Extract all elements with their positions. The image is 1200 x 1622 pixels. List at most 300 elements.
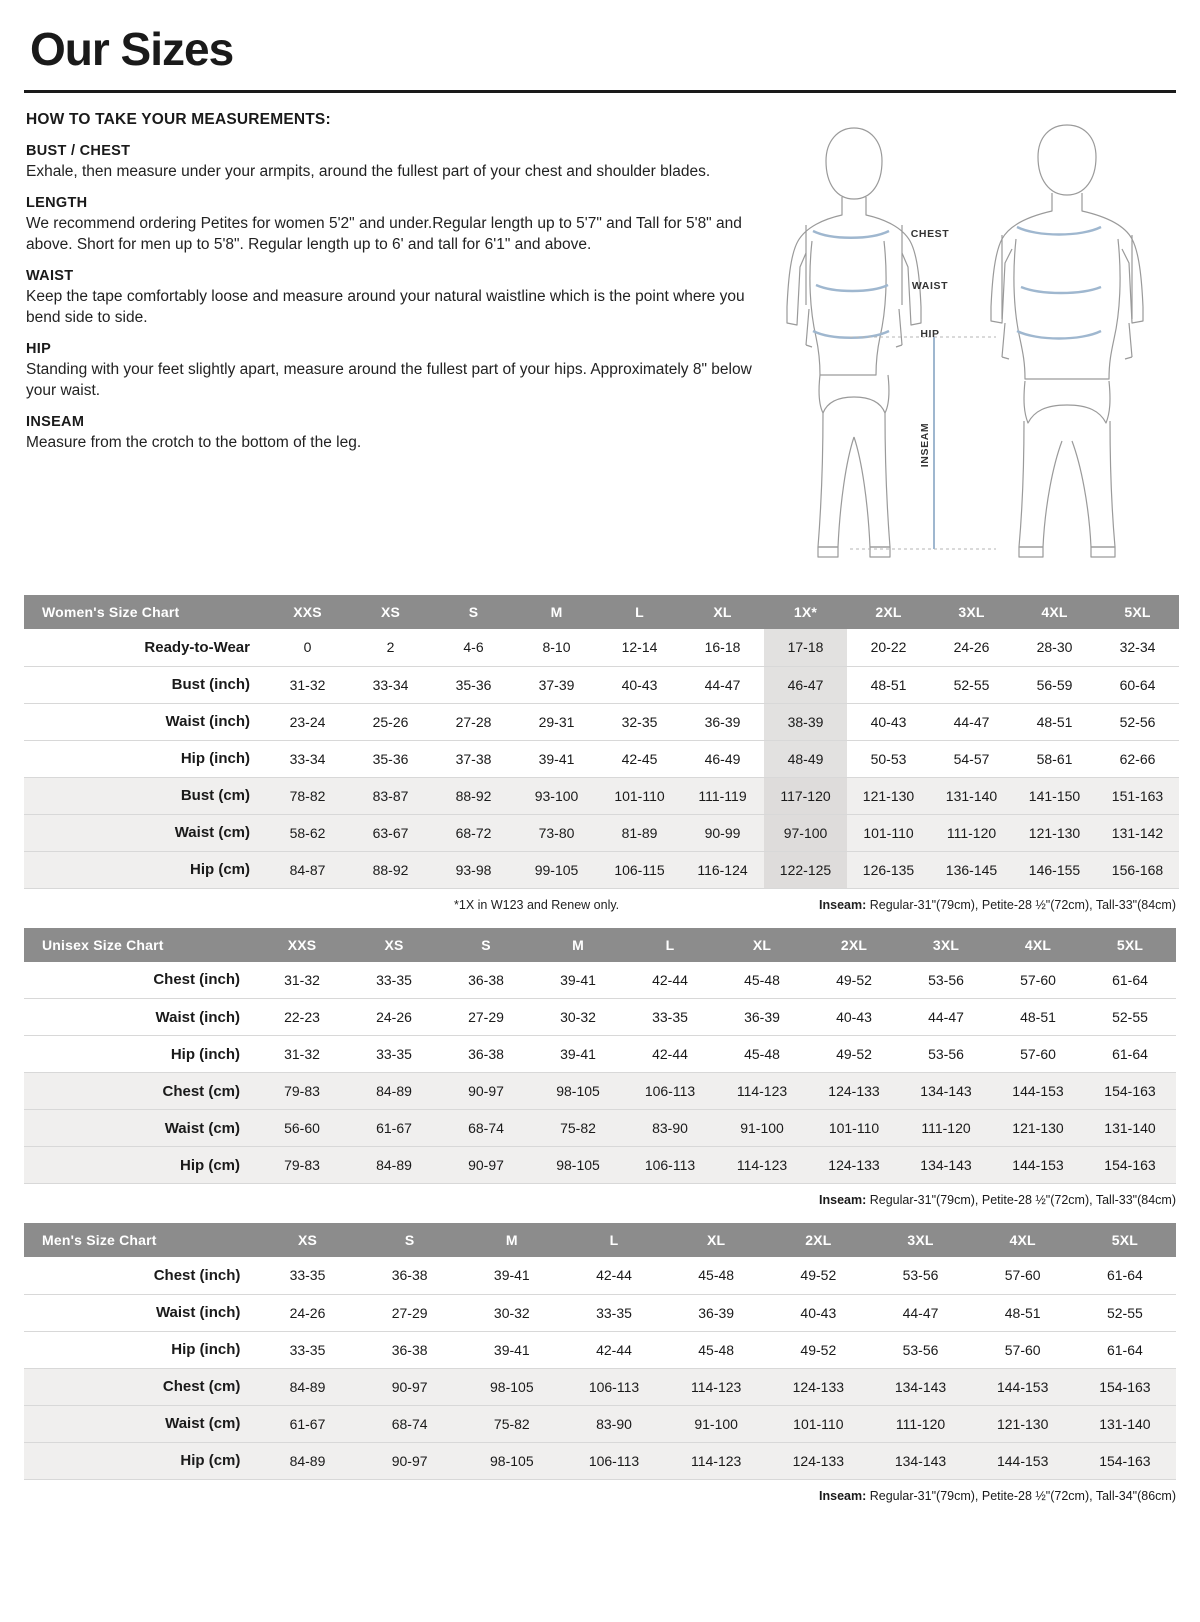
cell: 53-56 — [869, 1331, 971, 1368]
womens-footnote: *1X in W123 and Renew only. — [454, 897, 620, 912]
inseam-label: INSEAM — [919, 422, 931, 468]
cell: 121-130 — [847, 777, 930, 814]
measurement-body: Keep the tape comfortably loose and measure around your natural waistline which is the point where you bend side to side. — [26, 288, 745, 326]
cell: 48-51 — [847, 666, 930, 703]
table-row — [24, 1147, 1176, 1184]
table-header-row — [24, 928, 1176, 962]
cell: 63-67 — [349, 814, 432, 851]
cell: 32-34 — [1096, 629, 1179, 666]
unisex-inseam-note — [24, 1193, 1176, 1207]
womens-inseam-note — [819, 898, 1176, 912]
cell: 27-28 — [432, 703, 515, 740]
table-row — [24, 999, 1176, 1036]
row-label: Waist (cm) — [24, 814, 266, 851]
measurement-heading: INSEAM — [26, 414, 85, 431]
col-header: S — [432, 595, 515, 629]
cell: 114-123 — [665, 1442, 767, 1479]
cell: 134-143 — [900, 1147, 992, 1184]
cell: 88-92 — [349, 851, 432, 888]
cell: 154-163 — [1084, 1073, 1176, 1110]
cell: 48-49 — [764, 740, 847, 777]
body-measurement-diagram — [786, 109, 1176, 579]
how-to-heading: HOW TO TAKE YOUR MEASUREMENTS: — [26, 111, 331, 128]
cell: 36-39 — [665, 1294, 767, 1331]
cell: 124-133 — [767, 1442, 869, 1479]
measurement-heading: LENGTH — [26, 195, 88, 212]
cell: 61-64 — [1084, 962, 1176, 999]
cell: 98-105 — [532, 1073, 624, 1110]
col-header: 2XL — [767, 1223, 869, 1257]
row-label: Hip (cm) — [24, 1147, 256, 1184]
row-label: Waist (inch) — [24, 703, 266, 740]
cell: 93-98 — [432, 851, 515, 888]
cell: 79-83 — [256, 1073, 348, 1110]
cell: 36-38 — [359, 1257, 461, 1294]
cell: 35-36 — [349, 740, 432, 777]
cell: 50-53 — [847, 740, 930, 777]
cell: 61-64 — [1084, 1036, 1176, 1073]
cell: 48-51 — [1013, 703, 1096, 740]
cell: 151-163 — [1096, 777, 1179, 814]
cell: 40-43 — [598, 666, 681, 703]
col-header: XS — [349, 595, 432, 629]
inseam-note-label: Inseam: — [819, 1193, 867, 1207]
cell: 36-39 — [681, 703, 764, 740]
col-header: 5XL — [1084, 928, 1176, 962]
cell: 37-38 — [432, 740, 515, 777]
cell: 42-44 — [624, 1036, 716, 1073]
cell: 57-60 — [972, 1331, 1074, 1368]
cell: 122-125 — [764, 851, 847, 888]
cell: 46-47 — [764, 666, 847, 703]
cell: 27-29 — [359, 1294, 461, 1331]
inseam-note-value: Regular-31"(79cm), Petite-28 ½"(72cm), Tall-33"(84cm) — [869, 897, 1176, 912]
cell: 61-64 — [1074, 1257, 1176, 1294]
measurement-heading: HIP — [26, 341, 52, 358]
row-label: Hip (cm) — [24, 1442, 256, 1479]
cell: 144-153 — [972, 1368, 1074, 1405]
cell: 36-38 — [359, 1331, 461, 1368]
cell: 2 — [349, 629, 432, 666]
womens-chart-title: Women's Size Chart — [24, 595, 266, 629]
male-figure-icon — [991, 125, 1143, 557]
page-title: Our Sizes — [30, 23, 234, 75]
cell: 141-150 — [1013, 777, 1096, 814]
cell: 42-44 — [563, 1331, 665, 1368]
cell: 4-6 — [432, 629, 515, 666]
col-header: L — [624, 928, 716, 962]
womens-size-chart-table — [24, 595, 1179, 889]
cell: 144-153 — [972, 1442, 1074, 1479]
cell: 106-113 — [624, 1073, 716, 1110]
col-header: 5XL — [1096, 595, 1179, 629]
size-guide-page — [0, 22, 1200, 1622]
cell: 53-56 — [869, 1257, 971, 1294]
cell: 39-41 — [461, 1257, 563, 1294]
cell: 33-35 — [348, 962, 440, 999]
measurement-body: Measure from the crotch to the bottom of the leg. — [26, 434, 362, 452]
cell: 134-143 — [869, 1442, 971, 1479]
col-header: XXS — [256, 928, 348, 962]
cell: 62-66 — [1096, 740, 1179, 777]
cell: 33-35 — [563, 1294, 665, 1331]
cell: 32-35 — [598, 703, 681, 740]
cell: 131-140 — [1084, 1110, 1176, 1147]
cell: 33-35 — [624, 999, 716, 1036]
cell: 106-113 — [563, 1368, 665, 1405]
col-header: S — [440, 928, 532, 962]
cell: 29-31 — [515, 703, 598, 740]
row-label: Hip (inch) — [24, 1331, 256, 1368]
cell: 57-60 — [972, 1257, 1074, 1294]
cell: 156-168 — [1096, 851, 1179, 888]
col-header: 3XL — [930, 595, 1013, 629]
measurement-block-bust — [26, 143, 776, 182]
measurement-heading: WAIST — [26, 268, 74, 285]
cell: 35-36 — [432, 666, 515, 703]
cell: 36-38 — [440, 1036, 532, 1073]
cell: 111-120 — [930, 814, 1013, 851]
cell: 33-35 — [256, 1331, 358, 1368]
cell: 45-48 — [665, 1257, 767, 1294]
cell: 88-92 — [432, 777, 515, 814]
cell: 8-10 — [515, 629, 598, 666]
cell: 90-97 — [359, 1368, 461, 1405]
cell: 84-89 — [256, 1368, 358, 1405]
table-row — [24, 962, 1176, 999]
womens-size-chart-section — [24, 595, 1176, 912]
cell: 154-163 — [1074, 1368, 1176, 1405]
cell: 90-97 — [440, 1073, 532, 1110]
cell: 114-123 — [716, 1147, 808, 1184]
cell: 93-100 — [515, 777, 598, 814]
mens-chart-title: Men's Size Chart — [24, 1223, 256, 1257]
mens-inseam-note — [24, 1489, 1176, 1503]
cell: 39-41 — [515, 740, 598, 777]
table-row — [24, 777, 1179, 814]
cell: 58-61 — [1013, 740, 1096, 777]
cell: 27-29 — [440, 999, 532, 1036]
cell: 114-123 — [716, 1073, 808, 1110]
cell: 36-39 — [716, 999, 808, 1036]
cell: 117-120 — [764, 777, 847, 814]
cell: 136-145 — [930, 851, 1013, 888]
cell: 83-90 — [563, 1405, 665, 1442]
cell: 33-35 — [348, 1036, 440, 1073]
col-header: 3XL — [869, 1223, 971, 1257]
cell: 90-97 — [440, 1147, 532, 1184]
cell: 101-110 — [808, 1110, 900, 1147]
unisex-chart-title: Unisex Size Chart — [24, 928, 256, 962]
cell: 31-32 — [256, 1036, 348, 1073]
cell: 20-22 — [847, 629, 930, 666]
col-header: 1X* — [764, 595, 847, 629]
col-header: M — [515, 595, 598, 629]
cell: 91-100 — [665, 1405, 767, 1442]
measurement-lines — [813, 227, 1101, 339]
measurement-block-waist — [26, 268, 776, 328]
unisex-size-chart-table — [24, 928, 1176, 1185]
table-header-row — [24, 1223, 1176, 1257]
cell: 75-82 — [532, 1110, 624, 1147]
table-row — [24, 851, 1179, 888]
cell: 154-163 — [1074, 1442, 1176, 1479]
cell: 57-60 — [992, 962, 1084, 999]
cell: 0 — [266, 629, 349, 666]
cell: 30-32 — [461, 1294, 563, 1331]
cell: 114-123 — [665, 1368, 767, 1405]
cell: 111-120 — [869, 1405, 971, 1442]
cell: 106-113 — [563, 1442, 665, 1479]
cell: 52-56 — [1096, 703, 1179, 740]
cell: 60-64 — [1096, 666, 1179, 703]
table-header-row — [24, 595, 1179, 629]
table-row — [24, 1405, 1176, 1442]
female-figure-icon — [787, 128, 921, 557]
cell: 44-47 — [900, 999, 992, 1036]
mens-size-chart-section — [24, 1223, 1176, 1503]
measurements-text — [24, 109, 776, 579]
inseam-note-value: Regular-31"(79cm), Petite-28 ½"(72cm), Tall-34"(86cm) — [869, 1488, 1176, 1503]
cell: 49-52 — [767, 1331, 869, 1368]
cell: 146-155 — [1013, 851, 1096, 888]
table-row — [24, 740, 1179, 777]
cell: 83-90 — [624, 1110, 716, 1147]
col-header: M — [461, 1223, 563, 1257]
row-label: Bust (inch) — [24, 666, 266, 703]
cell: 97-100 — [764, 814, 847, 851]
cell: 16-18 — [681, 629, 764, 666]
cell: 144-153 — [992, 1073, 1084, 1110]
measurement-block-hip — [26, 341, 776, 401]
col-header: 4XL — [972, 1223, 1074, 1257]
cell: 81-89 — [598, 814, 681, 851]
cell: 36-38 — [440, 962, 532, 999]
header-divider — [24, 90, 1176, 93]
cell: 101-110 — [767, 1405, 869, 1442]
cell: 31-32 — [256, 962, 348, 999]
cell: 121-130 — [972, 1405, 1074, 1442]
cell: 49-52 — [808, 1036, 900, 1073]
cell: 12-14 — [598, 629, 681, 666]
table-row — [24, 666, 1179, 703]
cell: 30-32 — [532, 999, 624, 1036]
cell: 33-35 — [256, 1257, 358, 1294]
cell: 42-44 — [624, 962, 716, 999]
table-row — [24, 1331, 1176, 1368]
cell: 57-60 — [992, 1036, 1084, 1073]
cell: 124-133 — [808, 1147, 900, 1184]
inseam-note-label: Inseam: — [819, 897, 867, 912]
cell: 61-67 — [256, 1405, 358, 1442]
cell: 84-89 — [348, 1147, 440, 1184]
cell: 23-24 — [266, 703, 349, 740]
cell: 54-57 — [930, 740, 1013, 777]
cell: 101-110 — [847, 814, 930, 851]
cell: 42-45 — [598, 740, 681, 777]
cell: 124-133 — [808, 1073, 900, 1110]
cell: 37-39 — [515, 666, 598, 703]
cell: 68-72 — [432, 814, 515, 851]
cell: 111-119 — [681, 777, 764, 814]
cell: 33-34 — [266, 740, 349, 777]
table-row — [24, 1294, 1176, 1331]
row-label: Hip (cm) — [24, 851, 266, 888]
row-label: Waist (inch) — [24, 999, 256, 1036]
inseam-note-value: Regular-31"(79cm), Petite-28 ½"(72cm), Tall-33"(84cm) — [869, 1193, 1176, 1207]
waist-label: WAIST — [911, 280, 949, 292]
cell: 45-48 — [716, 1036, 808, 1073]
cell: 53-56 — [900, 1036, 992, 1073]
cell: 116-124 — [681, 851, 764, 888]
cell: 90-99 — [681, 814, 764, 851]
cell: 31-32 — [266, 666, 349, 703]
table-row — [24, 1368, 1176, 1405]
cell: 38-39 — [764, 703, 847, 740]
row-label: Bust (cm) — [24, 777, 266, 814]
cell: 91-100 — [716, 1110, 808, 1147]
col-header: 4XL — [992, 928, 1084, 962]
cell: 40-43 — [847, 703, 930, 740]
measurement-body: Standing with your feet slightly apart, measure around the fullest part of your hips. Approximately 8" below your waist. — [26, 361, 752, 399]
cell: 49-52 — [808, 962, 900, 999]
cell: 39-41 — [532, 1036, 624, 1073]
cell: 24-26 — [348, 999, 440, 1036]
row-label: Waist (cm) — [24, 1405, 256, 1442]
cell: 68-74 — [359, 1405, 461, 1442]
table-row — [24, 1442, 1176, 1479]
cell: 52-55 — [930, 666, 1013, 703]
cell: 39-41 — [532, 962, 624, 999]
cell: 49-52 — [767, 1257, 869, 1294]
cell: 48-51 — [992, 999, 1084, 1036]
hip-label: HIP — [920, 328, 940, 340]
row-label: Hip (inch) — [24, 740, 266, 777]
cell: 44-47 — [930, 703, 1013, 740]
cell: 17-18 — [764, 629, 847, 666]
chest-label: CHEST — [910, 228, 950, 240]
womens-notes-row — [24, 898, 1176, 912]
table-row — [24, 1110, 1176, 1147]
col-header: XS — [348, 928, 440, 962]
cell: 79-83 — [256, 1147, 348, 1184]
cell: 84-87 — [266, 851, 349, 888]
cell: 124-133 — [767, 1368, 869, 1405]
cell: 98-105 — [461, 1368, 563, 1405]
cell: 61-64 — [1074, 1331, 1176, 1368]
row-label: Chest (cm) — [24, 1073, 256, 1110]
cell: 84-89 — [256, 1442, 358, 1479]
row-label: Waist (inch) — [24, 1294, 256, 1331]
cell: 106-113 — [624, 1147, 716, 1184]
measurement-heading: BUST / CHEST — [26, 143, 131, 159]
row-label: Hip (inch) — [24, 1036, 256, 1073]
cell: 90-97 — [359, 1442, 461, 1479]
cell: 111-120 — [900, 1110, 992, 1147]
cell: 24-26 — [256, 1294, 358, 1331]
cell: 131-142 — [1096, 814, 1179, 851]
cell: 101-110 — [598, 777, 681, 814]
col-header: XL — [716, 928, 808, 962]
row-label: Chest (cm) — [24, 1368, 256, 1405]
cell: 134-143 — [900, 1073, 992, 1110]
measurements-section — [24, 109, 1176, 579]
row-label: Chest (inch) — [24, 962, 256, 999]
cell: 154-163 — [1084, 1147, 1176, 1184]
col-header: 5XL — [1074, 1223, 1176, 1257]
measurement-block-inseam — [26, 414, 776, 453]
table-row — [24, 1036, 1176, 1073]
cell: 134-143 — [869, 1368, 971, 1405]
cell: 98-105 — [461, 1442, 563, 1479]
cell: 84-89 — [348, 1073, 440, 1110]
col-header: L — [598, 595, 681, 629]
col-header: XXS — [266, 595, 349, 629]
col-header: 2XL — [847, 595, 930, 629]
cell: 48-51 — [972, 1294, 1074, 1331]
col-header: XS — [256, 1223, 358, 1257]
cell: 28-30 — [1013, 629, 1096, 666]
cell: 40-43 — [767, 1294, 869, 1331]
cell: 40-43 — [808, 999, 900, 1036]
col-header: XL — [681, 595, 764, 629]
table-row — [24, 629, 1179, 666]
row-label: Chest (inch) — [24, 1257, 256, 1294]
cell: 68-74 — [440, 1110, 532, 1147]
cell: 52-55 — [1084, 999, 1176, 1036]
cell: 99-105 — [515, 851, 598, 888]
cell: 44-47 — [681, 666, 764, 703]
row-label: Ready-to-Wear — [24, 629, 266, 666]
cell: 45-48 — [665, 1331, 767, 1368]
cell: 121-130 — [1013, 814, 1096, 851]
measurement-block-length — [26, 195, 776, 255]
cell: 25-26 — [349, 703, 432, 740]
cell: 83-87 — [349, 777, 432, 814]
row-label: Waist (cm) — [24, 1110, 256, 1147]
cell: 52-55 — [1074, 1294, 1176, 1331]
inseam-note-label: Inseam: — [819, 1488, 867, 1503]
cell: 131-140 — [930, 777, 1013, 814]
cell: 42-44 — [563, 1257, 665, 1294]
cell: 39-41 — [461, 1331, 563, 1368]
cell: 58-62 — [266, 814, 349, 851]
cell: 56-59 — [1013, 666, 1096, 703]
cell: 22-23 — [256, 999, 348, 1036]
cell: 78-82 — [266, 777, 349, 814]
cell: 121-130 — [992, 1110, 1084, 1147]
cell: 24-26 — [930, 629, 1013, 666]
table-row — [24, 1257, 1176, 1294]
cell: 75-82 — [461, 1405, 563, 1442]
table-row — [24, 1073, 1176, 1110]
col-header: 2XL — [808, 928, 900, 962]
cell: 45-48 — [716, 962, 808, 999]
cell: 44-47 — [869, 1294, 971, 1331]
table-row — [24, 814, 1179, 851]
cell: 53-56 — [900, 962, 992, 999]
col-header: S — [359, 1223, 461, 1257]
col-header: L — [563, 1223, 665, 1257]
table-row — [24, 703, 1179, 740]
col-header: M — [532, 928, 624, 962]
col-header: XL — [665, 1223, 767, 1257]
cell: 106-115 — [598, 851, 681, 888]
cell: 33-34 — [349, 666, 432, 703]
cell: 131-140 — [1074, 1405, 1176, 1442]
cell: 73-80 — [515, 814, 598, 851]
col-header: 3XL — [900, 928, 992, 962]
